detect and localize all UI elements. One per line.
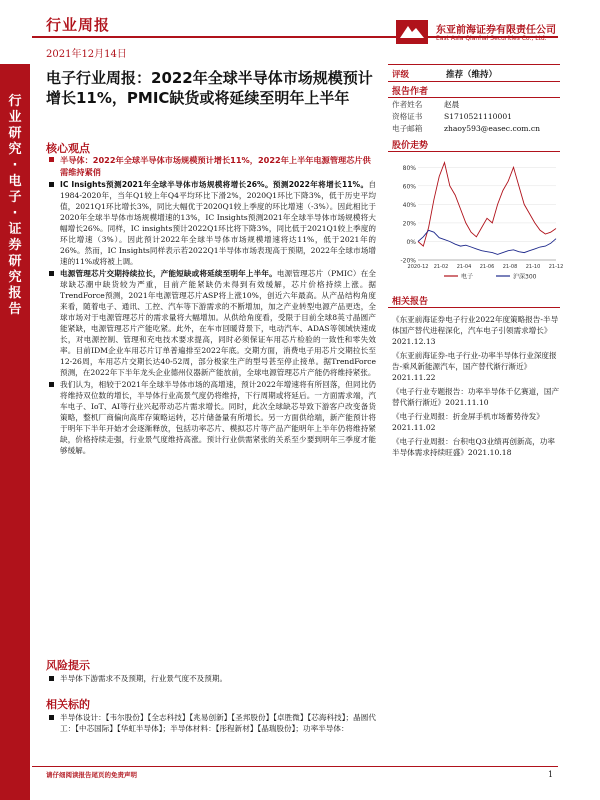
chart-y-tick-label: 40%: [402, 201, 416, 209]
author-rule: [388, 97, 560, 98]
author-row-name: [392, 99, 560, 111]
sidebar-char: ·: [12, 206, 18, 221]
core-view-heading: 核心观点: [46, 142, 90, 155]
sidebar-char: 告: [8, 302, 22, 317]
targets-heading: 相关标的: [46, 698, 90, 711]
sidebar-vertical-label: [0, 94, 30, 318]
paragraph-pmic: [46, 268, 376, 378]
paragraph-ic-insights-body: 自1984-2020年，当年Q1较上年Q4平均环比下滑2%，2020Q1环比下降3%，低于历史平均值，2021Q1环比增长3%，同比大幅优于2020Q1较上季度的环比增速（-3%）。因此相比于2020年全球半导体市场规模增速的13%，IC Insights预测2021年全球半导体市场规模将大幅增长26%。同样，IC insights预计2022Q1环比将下降3%，同比低于2021Q1较上季度的环比增速（3%）。因此预计2022年全球半导体市场规模增速将达11%，低于2021年的26%。然而，IC Insights同样表示若2022Q1半导体市场表现高于预期，2022年全球市场增速的11%或将被上调。: [60, 180, 376, 266]
footer-disclaimer: 请仔细阅读报告尾页的免责声明: [46, 771, 137, 779]
rating-key: 评级: [392, 70, 410, 80]
related-reports-rule: [388, 307, 560, 308]
paragraph-outlook: 我们认为，相较于2021年全球半导体市场的高增速，预计2022年增速将有所回落，但同比仍将维持双位数的增长，半导体行业高景气度仍将维持，下行周期或将延后。一方面需求端，汽车电子、IoT、AI等行业兴起带动芯片需求增长。同时，此次全球缺芯导致下游客户改变备货策略，整机厂商偏向高库存策略运转，芯片储备量有所增长。另一方面供给端，新产能预计将于明年下半年开始才会逐渐释放，包括功率芯片、模拟芯片等产品产能明年上半年仍将维持紧缺，价格持续走强，行业景气度维持高涨。预计行业供需紧张的关系至少要到明年三季度才能够缓解。: [46, 379, 376, 456]
sidebar-char: 研: [8, 126, 22, 141]
author-cert-value: S1710521110001: [444, 112, 513, 121]
targets-item: 半导体设计：【韦尔股份】【全志科技】【兆易创新】【圣邦股份】【卓胜微】【芯海科技】；晶圆代工：【中芯国际】【华虹半导体】；半导体材料：【彤程新材】【晶瑞股份】；功率半导体：: [46, 712, 376, 734]
core-summary: 半导体：2022年全球半导体市场规模预计增长11%，2022年上半年电源管理芯片供需维持紧俏: [46, 154, 376, 178]
author-cert-key: 资格证书: [392, 112, 423, 121]
author-email-key: 电子邮箱: [392, 124, 423, 133]
author-email-value[interactable]: zhaoy593@easec.com.cn: [444, 124, 541, 133]
sidebar-char: 业: [8, 110, 22, 125]
author-heading: 报告作者: [392, 87, 429, 97]
chart-y-tick-label: -20%: [400, 257, 416, 265]
rating-top-rule: [388, 64, 560, 65]
footer-rule: [32, 766, 558, 767]
chart-x-tick-label: 21-12: [548, 264, 564, 270]
related-reports-heading: 相关报告: [392, 297, 429, 307]
chart-y-tick-label: 80%: [402, 164, 416, 172]
chart-x-tick-label: 2020-12: [407, 264, 429, 270]
sidebar-char: 报: [8, 286, 22, 301]
rating-bottom-rule: [388, 81, 560, 82]
author-row-cert: [392, 111, 560, 123]
report-date: 2021年12月14日: [46, 49, 127, 60]
targets-content: [46, 712, 376, 735]
author-name-key: 作者姓名: [392, 100, 423, 109]
chart-legend-label: 电子: [461, 273, 474, 281]
sidebar-char: 究: [8, 142, 22, 157]
paragraph-pmic-body: 电源管理芯片（PMIC）在全球缺芯潮中缺货较为严重，目前产能紧缺仍未得到有效缓解，芯片价格持续上涨。据TrendForce预测，2021年电源管理芯片ASP将上涨10%，创近六年最高。从产品结构角度来看，随着电子、通讯、工控、汽车等下游需求的不断增加，加之产业转型电源产品更迭，全球市场对于电源管理芯片的需求量将大幅增加。从供给角度看，受限于目前全球8英寸晶圆产能紧缺，电源管理芯片产能吃紧。此外，在车市回暖背景下，电动汽车、ADAS等领域快速成长，对电源控制、管理和充电技术要求提高，同时必须保证车用芯片检验的一致性和零失效率。目前IDM企业车用芯片订单普遍排至2022年底。交期方面，消费电子用芯片交期拉长至12-26周，车用芯片交期长达40-52周，部分极家生产的型号甚至停止接单。据TrendForce预测，在2022年下半年龙头企业德州仪器新产能放前，全球电源管理芯片产能仍将维持紧张。: [60, 269, 376, 377]
chart-series-csi300: [418, 230, 556, 254]
related-report-item[interactable]: 《电子行业周报：台积电Q3业绩再创新高，功率半导体需求持续旺盛》2021.10.18: [392, 437, 555, 457]
logo-company-cn: 东亚前海证券有限责任公司: [436, 25, 556, 36]
sidebar-char: 究: [8, 270, 22, 285]
author-row-email: [392, 123, 560, 135]
price-trend-heading: 股价走势: [392, 141, 429, 151]
sidebar-char: ·: [12, 158, 18, 173]
page-number: 1: [548, 770, 554, 779]
sidebar-char: 电: [8, 174, 22, 189]
author-info: [392, 99, 560, 135]
related-report-item[interactable]: 《东亚前海证券电子行业2022年度策略报告-半导体国产替代进程深化，汽车电子引领需求增长》2021.12.13: [392, 315, 559, 346]
chart-y-tick-label: 20%: [402, 220, 416, 228]
logo-mark-icon: [396, 20, 428, 44]
related-report-item[interactable]: 《电子行业专题报告：功率半导体千亿赛道，国产替代渐行渐近》2021.11.10: [392, 387, 560, 407]
company-logo: [396, 18, 556, 48]
core-view-content: [46, 154, 376, 457]
price-trend-chart: [388, 152, 564, 284]
chart-x-tick-label: 21-08: [502, 264, 518, 270]
chart-y-tick-label: 60%: [402, 183, 416, 191]
related-report-item[interactable]: 《电子行业周报：折金屏手机市场蓄势待发》2021.11.02: [392, 412, 544, 432]
report-type-label: 行业周报: [46, 16, 111, 34]
related-report-item[interactable]: 《东亚前海证券-电子行业-功率半导体行业深度报告-乘风新能源汽车，国产替代渐行渐近》2021.11.22: [392, 351, 557, 382]
sidebar-char: 证: [8, 222, 22, 237]
chart-x-tick-label: 21-04: [456, 264, 472, 270]
report-title: 电子行业周报：2022年全球半导体市场规模预计增长11%，PMIC缺货或将延续至明年上半年: [46, 69, 373, 107]
paragraph-ic-insights: [46, 179, 376, 267]
chart-legend-label: 沪深300: [513, 273, 537, 281]
chart-x-tick-label: 21-02: [433, 264, 449, 270]
risk-heading: 风险提示: [46, 659, 90, 672]
sidebar-char: 研: [8, 254, 22, 269]
risk-item: 半导体下游需求不及预期，行业景气度不及预期。: [46, 673, 376, 684]
sidebar-char: 行: [8, 94, 22, 109]
chart-x-tick-label: 21-06: [479, 264, 495, 270]
sidebar-char: 子: [8, 190, 22, 205]
sidebar-char: 券: [8, 238, 22, 253]
author-name-value: 赵晨: [444, 100, 460, 109]
rating-value: 推荐（维持）: [446, 70, 498, 80]
chart-x-tick-label: 21-10: [525, 264, 541, 270]
logo-company-en: East Asia Qianhai Securities Co., Ltd.: [436, 35, 547, 42]
paragraph-pmic-lead: 电源管理芯片交期持续拉长，产能短缺或将延续至明年上半年。: [60, 269, 277, 278]
risk-content: [46, 673, 376, 685]
paragraph-ic-insights-lead: IC Insights预测2021年全球半导体市场规模将增长26%。预测2022年将增长11%。: [60, 180, 369, 189]
chart-y-tick-label: 0%: [406, 238, 416, 246]
related-reports-list: [392, 314, 560, 461]
